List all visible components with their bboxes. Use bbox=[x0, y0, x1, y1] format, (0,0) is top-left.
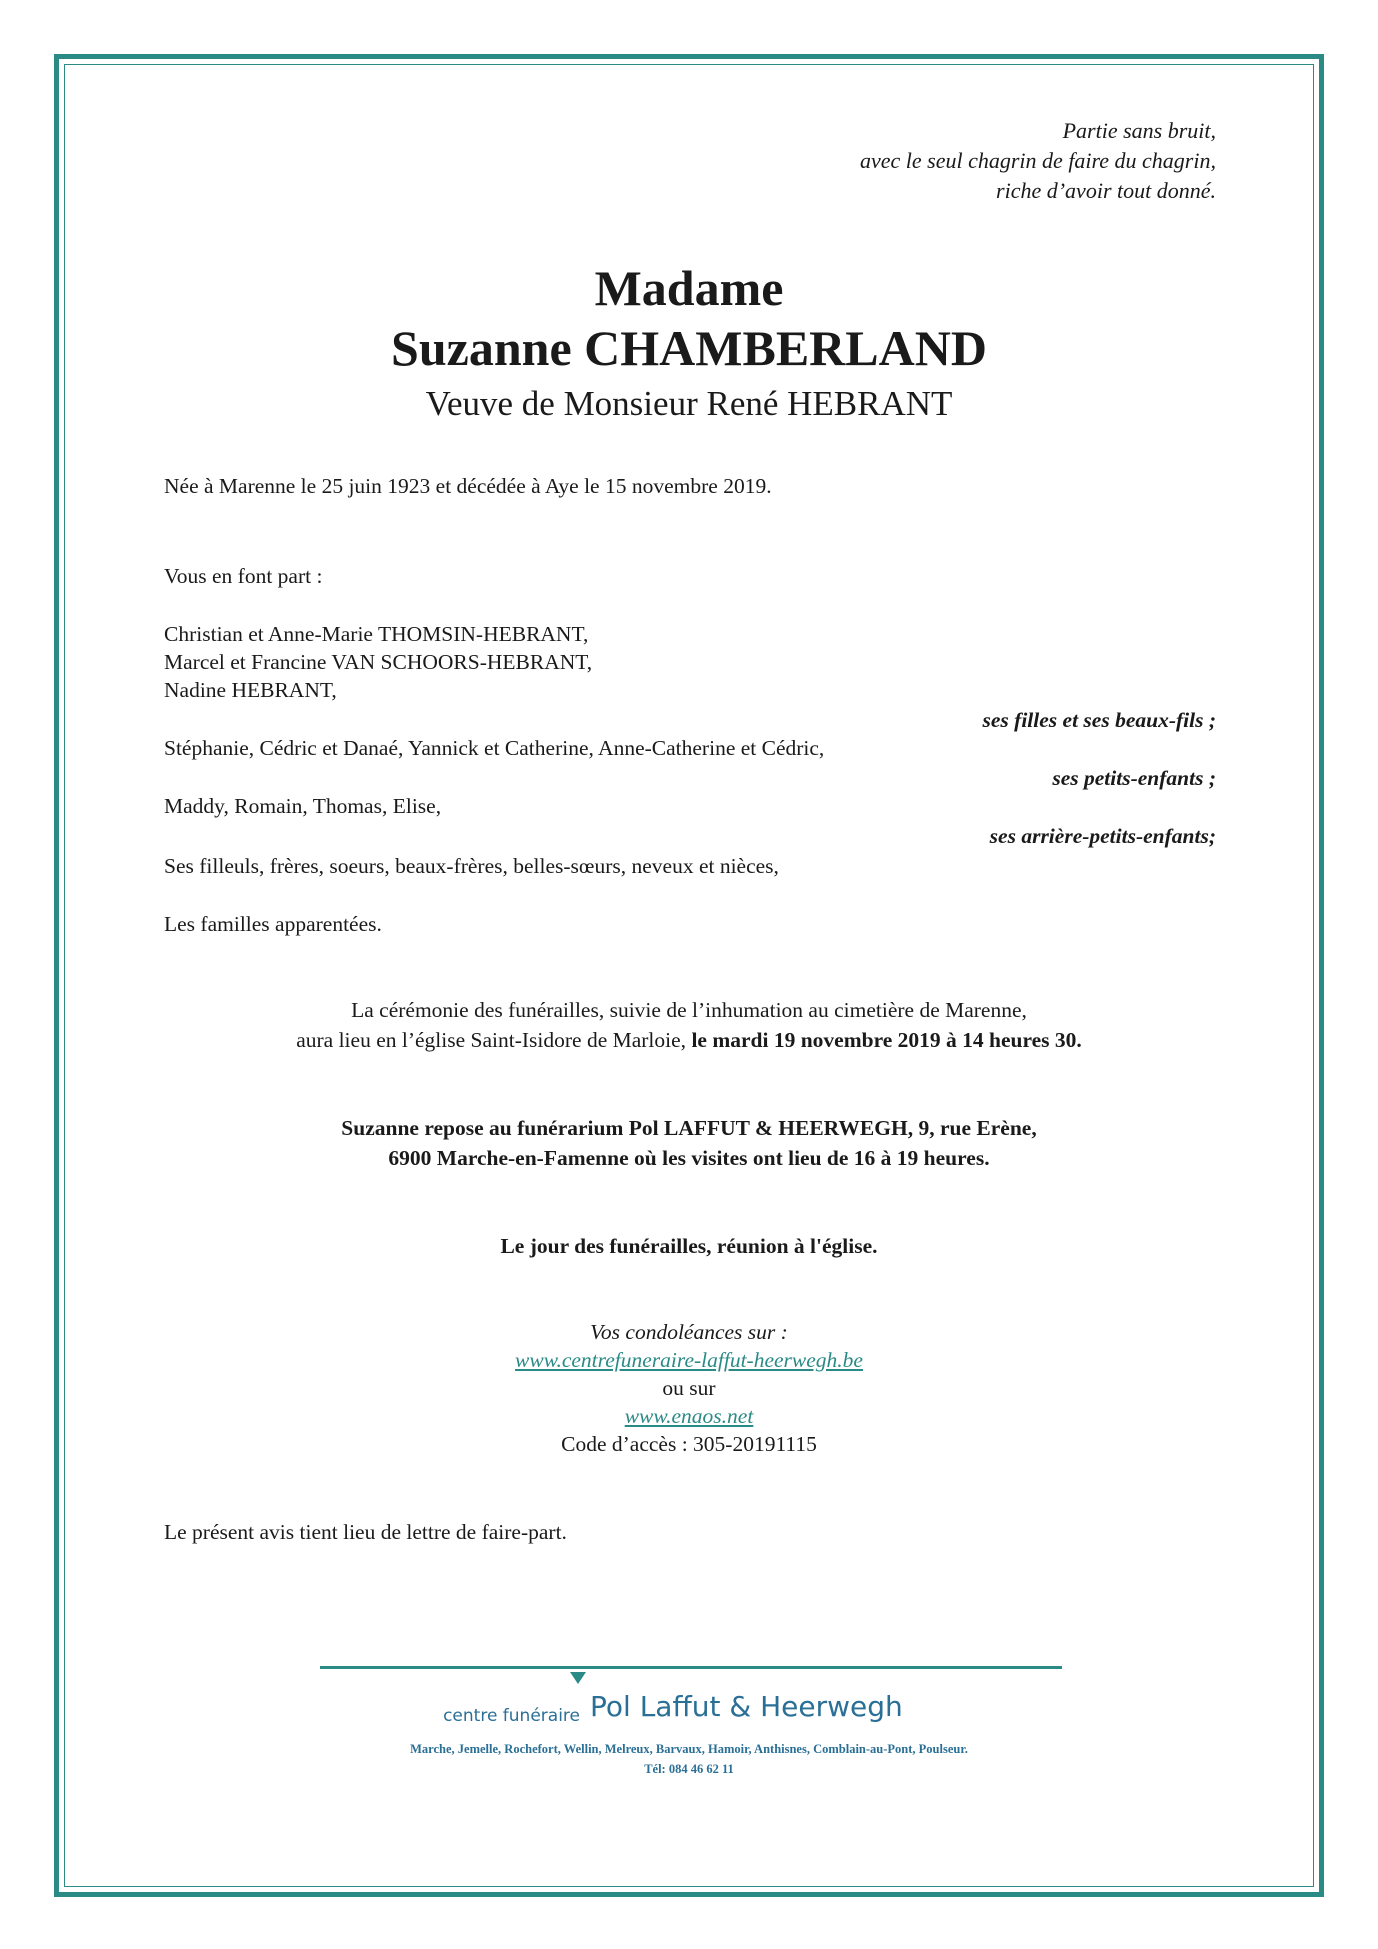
birth-death: Née à Marenne le 25 juin 1923 et décédée à Aye le 15 novembre 2019. bbox=[164, 474, 772, 498]
ceremony-line2 bbox=[0, 1026, 1378, 1054]
poem bbox=[616, 116, 1216, 206]
ceremony-line1: La cérémonie des funérailles, suivie de l’inhumation au cimetière de Marenne, bbox=[351, 998, 1027, 1022]
title-name: Suzanne CHAMBERLAND bbox=[391, 320, 987, 376]
related-families: Les familles apparentées. bbox=[164, 912, 382, 936]
children-line: Nadine HEBRANT, bbox=[164, 678, 337, 702]
intro: Vous en font part : bbox=[164, 564, 323, 588]
children-role: ses filles et ses beaux-fils ; bbox=[982, 708, 1216, 732]
condolences-link-enaos[interactable]: www.enaos.net bbox=[624, 1404, 754, 1428]
logo-small-text: centre funéraire bbox=[443, 1706, 580, 1726]
ceremony-location: aura lieu en l’église Saint-Isidore de Marloie, bbox=[296, 1028, 692, 1052]
condolences-label: Vos condoléances sur : bbox=[590, 1320, 788, 1344]
notice: Le présent avis tient lieu de lettre de faire-part. bbox=[164, 1520, 567, 1544]
title-subtitle: Veuve de Monsieur René HEBRANT bbox=[425, 384, 953, 423]
other-relatives: Ses filleuls, frères, soeurs, beaux-frères, belles-sœurs, neveux et nièces, bbox=[164, 854, 779, 878]
logo-triangle-icon bbox=[570, 1672, 586, 1684]
title-honorific: Madame bbox=[594, 260, 784, 316]
grandchildren: Stéphanie, Cédric et Danaé, Yannick et Catherine, Anne-Catherine et Cédric, bbox=[164, 736, 825, 760]
logo-phone: Tél: 084 46 62 11 bbox=[644, 1762, 734, 1776]
rest-line1: Suzanne repose au funérarium Pol LAFFUT & HEERWEGH, 9, rue Erène, bbox=[341, 1116, 1037, 1140]
poem-line: avec le seul chagrin de faire du chagrin, bbox=[860, 148, 1216, 173]
logo-towns: Marche, Jemelle, Rochefort, Wellin, Melreux, Barvaux, Hamoir, Anthisnes, Comblain-au-Pont, Poulseur. bbox=[410, 1742, 968, 1756]
children-line: Marcel et Francine VAN SCHOORS-HEBRANT, bbox=[164, 650, 593, 674]
children-line: Christian et Anne-Marie THOMSIN-HEBRANT, bbox=[164, 622, 589, 646]
great-grandchildren-role: ses arrière-petits-enfants; bbox=[989, 824, 1216, 848]
children-list bbox=[164, 620, 1214, 704]
condolences-or: ou sur bbox=[662, 1376, 716, 1400]
great-grandchildren: Maddy, Romain, Thomas, Elise, bbox=[164, 794, 442, 818]
rest-line2: 6900 Marche-en-Famenne où les visites ont lieu de 16 à 19 heures. bbox=[388, 1146, 990, 1170]
access-code: Code d’accès : 305-20191115 bbox=[561, 1432, 817, 1456]
condolences-link-laffut[interactable]: www.centrefuneraire-laffut-heerwegh.be bbox=[515, 1348, 863, 1372]
ceremony-date: le mardi 19 novembre 2019 à 14 heures 30. bbox=[691, 1028, 1082, 1052]
poem-line: riche d’avoir tout donné. bbox=[996, 178, 1216, 203]
logo-rule bbox=[320, 1666, 1062, 1669]
poem-line: Partie sans bruit, bbox=[1062, 118, 1216, 143]
grandchildren-role: ses petits-enfants ; bbox=[1052, 766, 1216, 790]
logo-brand: Pol Laffut & Heerwegh bbox=[590, 1690, 903, 1723]
meeting: Le jour des funérailles, réunion à l'église. bbox=[500, 1234, 878, 1258]
